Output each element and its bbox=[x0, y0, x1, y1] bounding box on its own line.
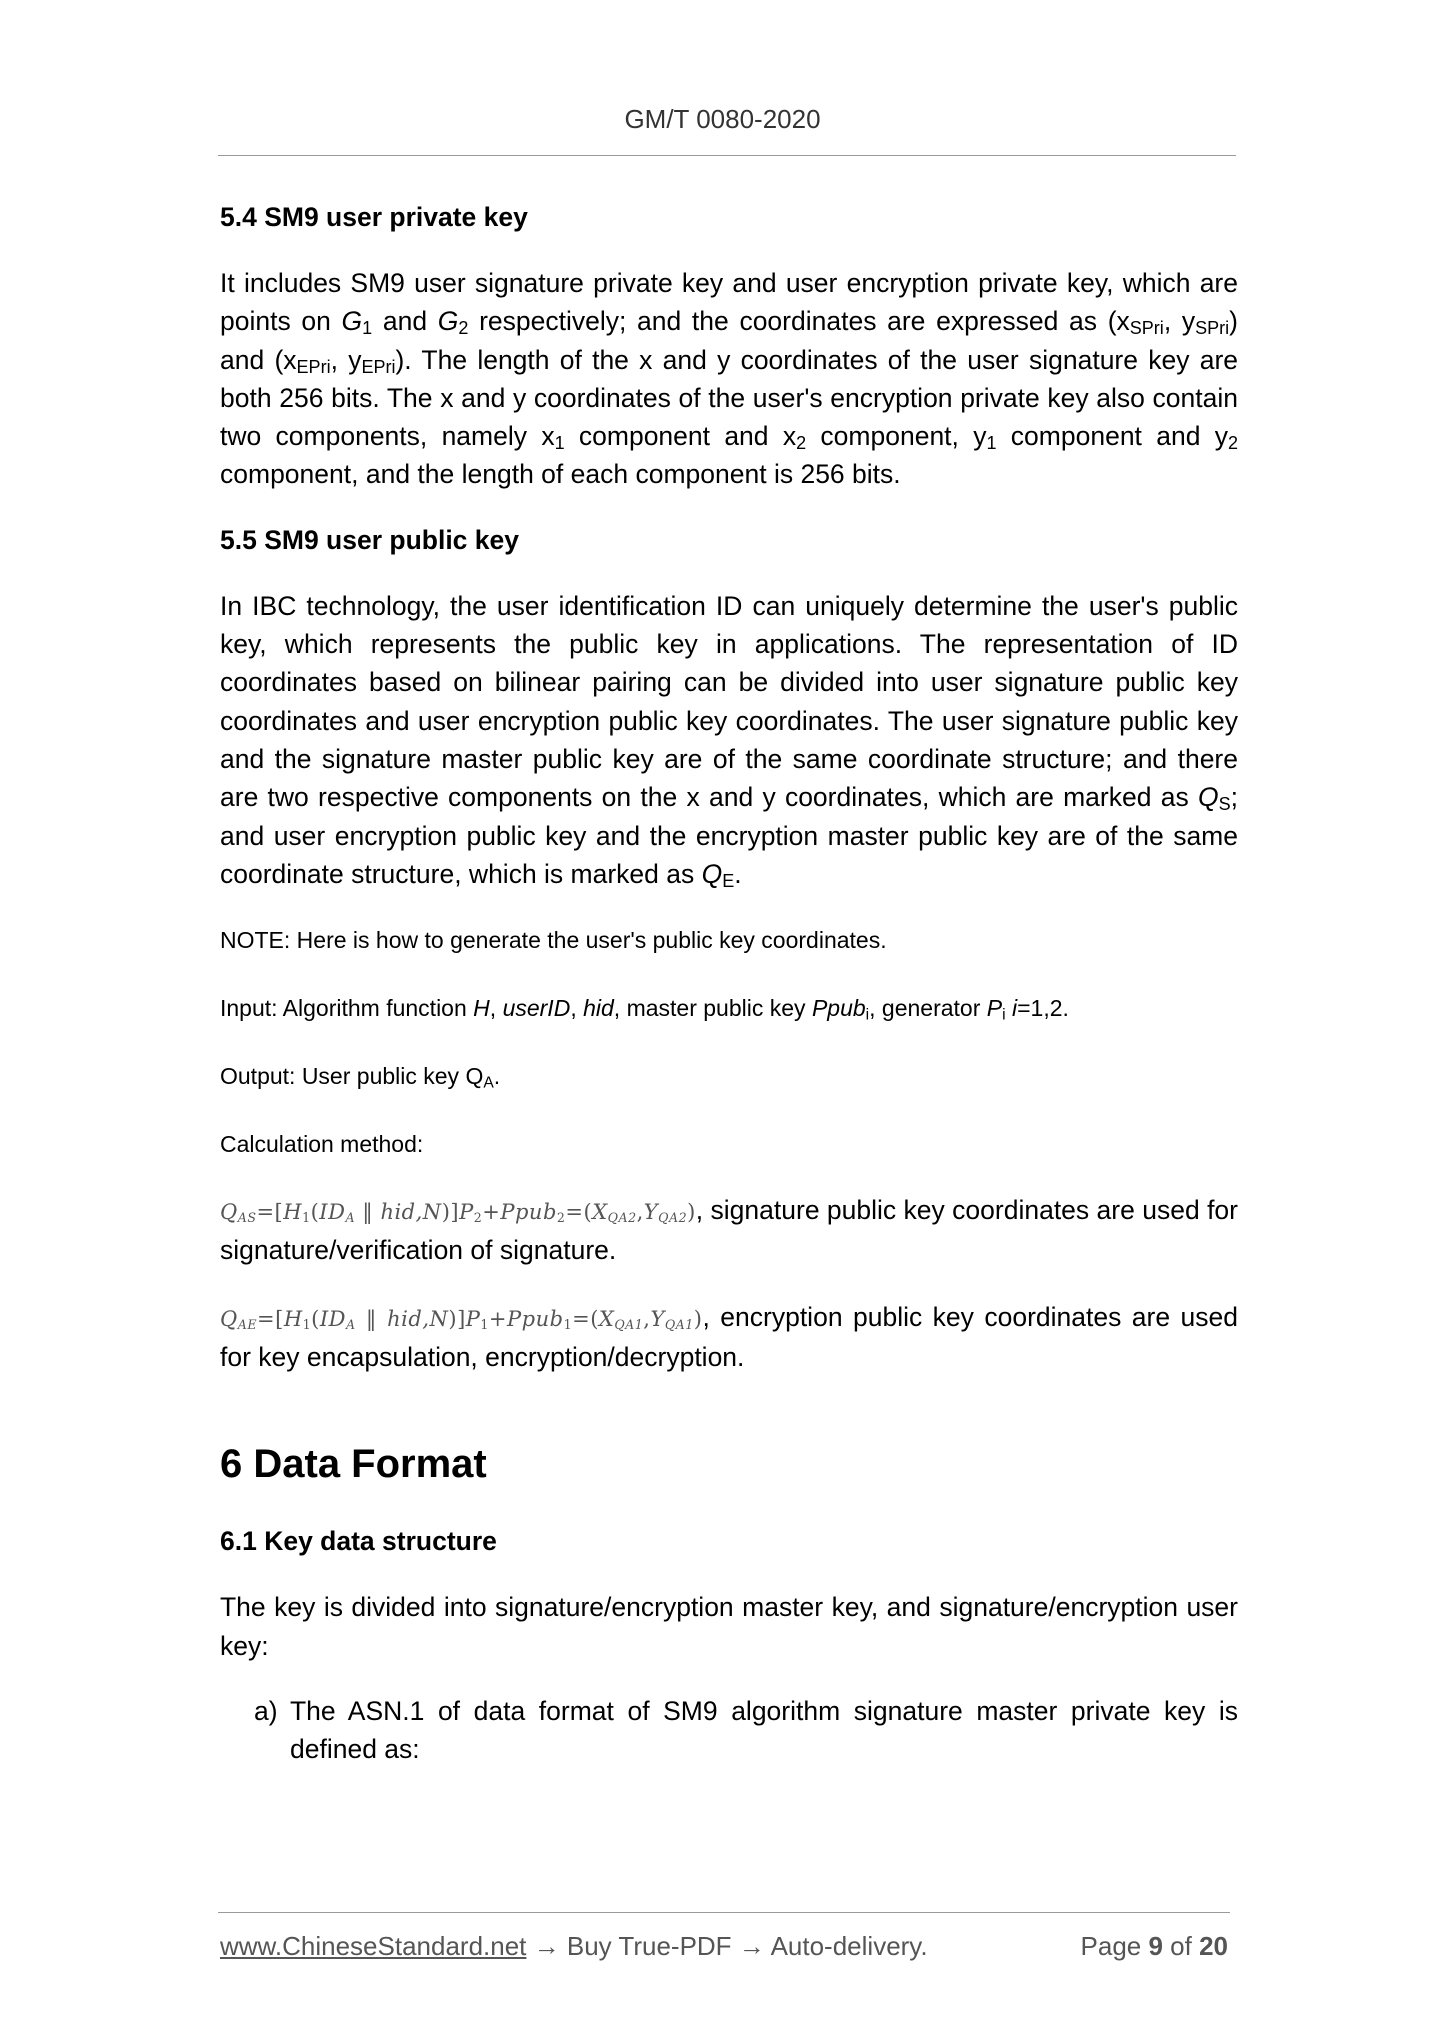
formula-encryption-paragraph: $Q_{AE}=[H_1(ID_A$ ‖ $hid,N)]P_1+Ppub_1=(X_{QA1},Y_{QA1})$, encryption public key coordinates are used for key encapsulation, encryption/decryption. bbox=[220, 1301, 1238, 1373]
site-link[interactable]: www.ChineseStandard.net bbox=[220, 1931, 527, 1961]
section-5-4-paragraph: It includes SM9 user signature private key and user encryption private key, which are points on $G_1$ and $G_2$ respectively; and the coordinates are expressed as ($x_{SPri}$, $y_{SPri}$) and ($x_{EPri}$, $y_{EPri}$). The length of the x and y coordinates of the user signature key are both 256 bits. The x and y coordinates of the user's encryption private key also contain two components, namely $x_1$ component and $x_2$ component, $y_1$ component and $y_2$ component, and the length of each component is 256 bits. bbox=[220, 268, 1239, 490]
section-6-1-paragraph: The key is divided into signature/encryption master key, and signature/encryption user key: bbox=[220, 1592, 1238, 1661]
section-5-4-title: 5.4 SM9 user private key bbox=[220, 202, 528, 232]
header-divider bbox=[218, 155, 1236, 156]
footer-promo: www.ChineseStandard.net → Buy True-PDF → Auto-delivery. bbox=[220, 1931, 928, 1961]
input-line: Input: Algorithm function H, userID, hid, master public key Ppub$_i$, generator $P_i$ i=1,2. bbox=[220, 995, 1069, 1024]
note-text: NOTE: Here is how to generate the user's public key coordinates. bbox=[220, 927, 887, 954]
calculation-method-label: Calculation method: bbox=[220, 1131, 424, 1158]
page-content bbox=[220, 198, 1238, 1769]
output-line: Output: User public key $Q_A$. bbox=[220, 1063, 501, 1092]
formula-signature: $Q_{AS}=[H_1(ID_A$ ‖ $hid,N)]P_2+Ppub_2=(X_{QA2},Y_{QA2})$ bbox=[220, 1200, 696, 1225]
formula-signature-paragraph: $Q_{AS}=[H_1(ID_A$ ‖ $hid,N)]P_2+Ppub_2=(X_{QA2},Y_{QA2})$, signature public key coordinates are used for signature/verification of signature. bbox=[220, 1195, 1238, 1266]
chapter-6-title: 6 Data Format bbox=[220, 1442, 487, 1487]
list-marker-a: a) bbox=[254, 1695, 278, 1726]
page-indicator: Page 9 of 20 bbox=[1080, 1931, 1228, 1961]
formula-encryption: $Q_{AE}=[H_1(ID_A$ ‖ $hid,N)]P_1+Ppub_1=(X_{QA1},Y_{QA1})$ bbox=[220, 1306, 703, 1332]
list-item-a: a) The ASN.1 of data format of SM9 algorithm signature master private key is defined as: bbox=[220, 1692, 1238, 1769]
page-footer bbox=[220, 1931, 1232, 1962]
document-id-header: GM/T 0080-2020 bbox=[624, 104, 821, 134]
section-6-1-title: 6.1 Key data structure bbox=[220, 1526, 497, 1557]
section-5-5-title: 5.5 SM9 user public key bbox=[220, 524, 519, 555]
footer-divider bbox=[218, 1912, 1230, 1913]
section-5-5-paragraph: In IBC technology, the user identification ID can uniquely determine the user's public key, which represents the public key in applications. The representation of ID coordinates based on bilinear pairing can be divided into user signature public key coordinates and user encryption public key coordinates. The user signature public key and the signature master public key are of the same coordinate structure; and there are two respective components on the x and y coordinates, which are marked as $Q_S$; and user encryption public key and the encryption master public key are of the same coordinate structure, which is marked as $Q_E$. bbox=[220, 590, 1238, 891]
